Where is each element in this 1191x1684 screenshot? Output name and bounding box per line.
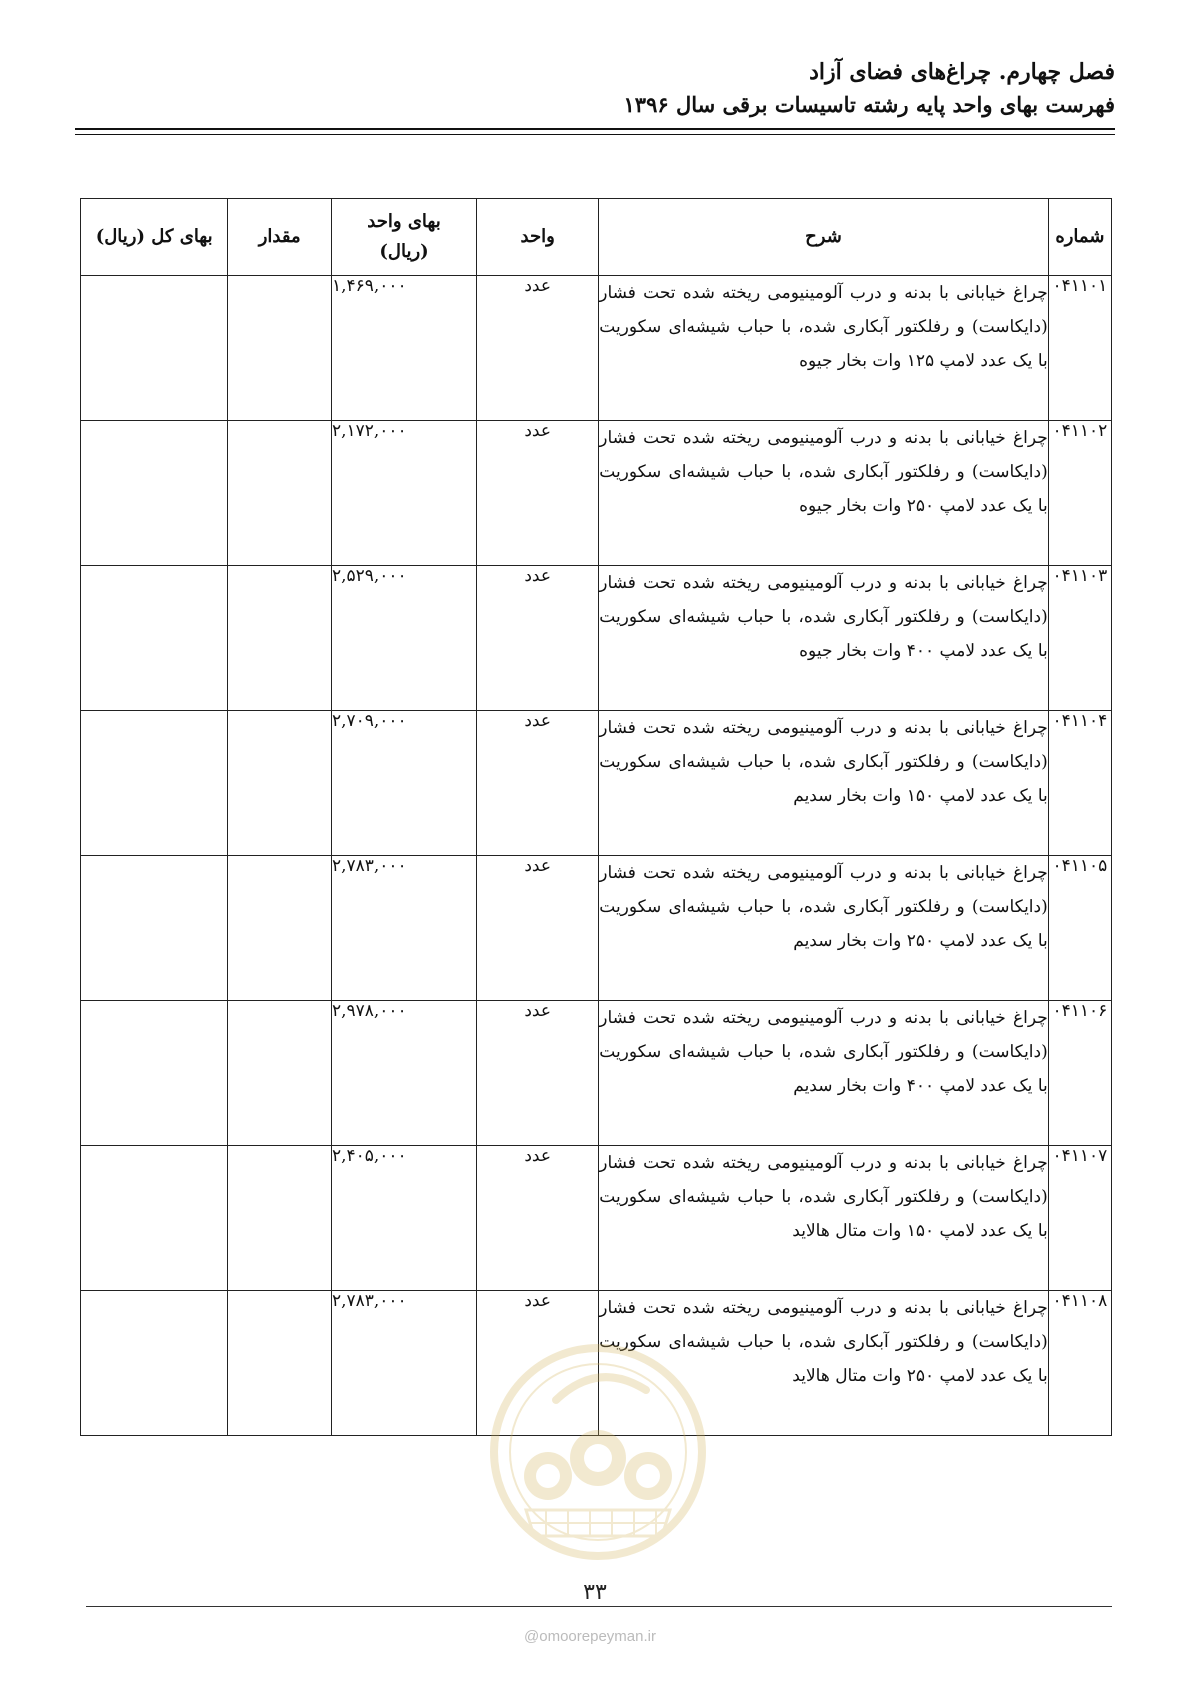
table-row: [81, 276, 1112, 421]
col-header-code: شماره: [1048, 199, 1111, 276]
item-quantity: [228, 1146, 332, 1291]
page-number: ۳۳: [560, 1580, 630, 1605]
item-quantity: [228, 421, 332, 566]
item-total-price: [81, 421, 228, 566]
item-code: ۰۴۱۱۰۷: [1048, 1146, 1111, 1291]
table-row: [81, 1146, 1112, 1291]
item-code: ۰۴۱۱۰۶: [1048, 1001, 1111, 1146]
item-description: چراغ خیابانی با بدنه و درب آلومینیومی ریخته شده تحت فشار (دایکاست) و رفلکتور آبکاری شده، با حباب شیشه‌ای سکوریت با یک عدد لامپ ۲۵۰ وات بخار جیوه: [599, 421, 1048, 566]
item-unit-price: ۲,۹۷۸,۰۰۰: [331, 1001, 476, 1146]
header-rule: [75, 128, 1115, 130]
item-code: ۰۴۱۱۰۲: [1048, 421, 1111, 566]
table-header-row: [81, 199, 1112, 276]
item-description: چراغ خیابانی با بدنه و درب آلومینیومی ریخته شده تحت فشار (دایکاست) و رفلکتور آبکاری شده، با حباب شیشه‌ای سکوریت با یک عدد لامپ ۴۰۰ وات بخار جیوه: [599, 566, 1048, 711]
col-header-unit-price: [331, 199, 476, 276]
item-code: ۰۴۱۱۰۱: [1048, 276, 1111, 421]
item-total-price: [81, 1146, 228, 1291]
item-unit: عدد: [477, 421, 599, 566]
item-description: چراغ خیابانی با بدنه و درب آلومینیومی ریخته شده تحت فشار (دایکاست) و رفلکتور آبکاری شده، با حباب شیشه‌ای سکوریت با یک عدد لامپ ۱۵۰ وات متال هالاید: [599, 1146, 1048, 1291]
item-code: ۰۴۱۱۰۵: [1048, 856, 1111, 1001]
watermark-logo: [486, 1340, 710, 1564]
item-total-price: [81, 276, 228, 421]
header-rule-thin: [75, 134, 1115, 135]
item-total-price: [81, 856, 228, 1001]
item-quantity: [228, 856, 332, 1001]
col-header-total-price: بهای کل (ریال): [81, 199, 228, 276]
item-unit-price: ۲,۷۸۳,۰۰۰: [331, 856, 476, 1001]
item-unit-price: ۲,۵۲۹,۰۰۰: [331, 566, 476, 711]
chapter-title: فصل چهارم. چراغ‌های فضای آزاد: [809, 59, 1115, 85]
col-header-description: شرح: [599, 199, 1048, 276]
unit-price-currency: (ریال): [379, 241, 429, 262]
item-description: چراغ خیابانی با بدنه و درب آلومینیومی ریخته شده تحت فشار (دایکاست) و رفلکتور آبکاری شده، با حباب شیشه‌ای سکوریت با یک عدد لامپ ۲۵۰ وات بخار سدیم: [599, 856, 1048, 1001]
item-description: چراغ خیابانی با بدنه و درب آلومینیومی ریخته شده تحت فشار (دایکاست) و رفلکتور آبکاری شده، با حباب شیشه‌ای سکوریت با یک عدد لامپ ۴۰۰ وات بخار سدیم: [599, 1001, 1048, 1146]
item-unit-price: ۱,۴۶۹,۰۰۰: [331, 276, 476, 421]
item-unit-price: ۲,۱۷۲,۰۰۰: [331, 421, 476, 566]
item-unit-price: ۲,۷۸۳,۰۰۰: [331, 1291, 476, 1436]
table-body: [81, 276, 1112, 1436]
price-table: [80, 198, 1112, 1436]
item-description: چراغ خیابانی با بدنه و درب آلومینیومی ریخته شده تحت فشار (دایکاست) و رفلکتور آبکاری شده، با حباب شیشه‌ای سکوریت با یک عدد لامپ ۲۵۰ وات متال هالاید: [599, 1291, 1048, 1436]
table-row: [81, 711, 1112, 856]
item-total-price: [81, 711, 228, 856]
table-row: [81, 856, 1112, 1001]
table-row: [81, 1001, 1112, 1146]
item-total-price: [81, 1001, 228, 1146]
item-unit: عدد: [477, 1001, 599, 1146]
item-unit: عدد: [477, 711, 599, 856]
item-quantity: [228, 1291, 332, 1436]
item-unit-price: ۲,۴۰۵,۰۰۰: [331, 1146, 476, 1291]
item-unit: عدد: [477, 566, 599, 711]
item-total-price: [81, 1291, 228, 1436]
item-unit: عدد: [477, 276, 599, 421]
col-header-quantity: مقدار: [228, 199, 332, 276]
footer-handle: @omoorepeyman.ir: [524, 1628, 656, 1645]
col-header-unit: واحد: [477, 199, 599, 276]
item-quantity: [228, 1001, 332, 1146]
item-quantity: [228, 566, 332, 711]
item-code: ۰۴۱۱۰۸: [1048, 1291, 1111, 1436]
item-code: ۰۴۱۱۰۴: [1048, 711, 1111, 856]
item-quantity: [228, 276, 332, 421]
item-unit: عدد: [477, 856, 599, 1001]
item-unit: عدد: [477, 1146, 599, 1291]
item-unit-price: ۲,۷۰۹,۰۰۰: [331, 711, 476, 856]
item-code: ۰۴۱۱۰۳: [1048, 566, 1111, 711]
item-quantity: [228, 711, 332, 856]
footer-rule: [86, 1606, 1112, 1607]
item-description: چراغ خیابانی با بدنه و درب آلومینیومی ریخته شده تحت فشار (دایکاست) و رفلکتور آبکاری شده، با حباب شیشه‌ای سکوریت با یک عدد لامپ ۱۲۵ وات بخار جیوه: [599, 276, 1048, 421]
page-header: [75, 55, 1115, 121]
table-row: [81, 421, 1112, 566]
item-unit: عدد: [477, 1291, 599, 1436]
table-row: [81, 566, 1112, 711]
price-list-title: فهرست بهای واحد پایه رشته تاسیسات برقی سال ۱۳۹۶: [623, 92, 1115, 117]
unit-price-label: بهای واحد: [367, 211, 441, 232]
item-total-price: [81, 566, 228, 711]
item-description: چراغ خیابانی با بدنه و درب آلومینیومی ریخته شده تحت فشار (دایکاست) و رفلکتور آبکاری شده، با حباب شیشه‌ای سکوریت با یک عدد لامپ ۱۵۰ وات بخار سدیم: [599, 711, 1048, 856]
